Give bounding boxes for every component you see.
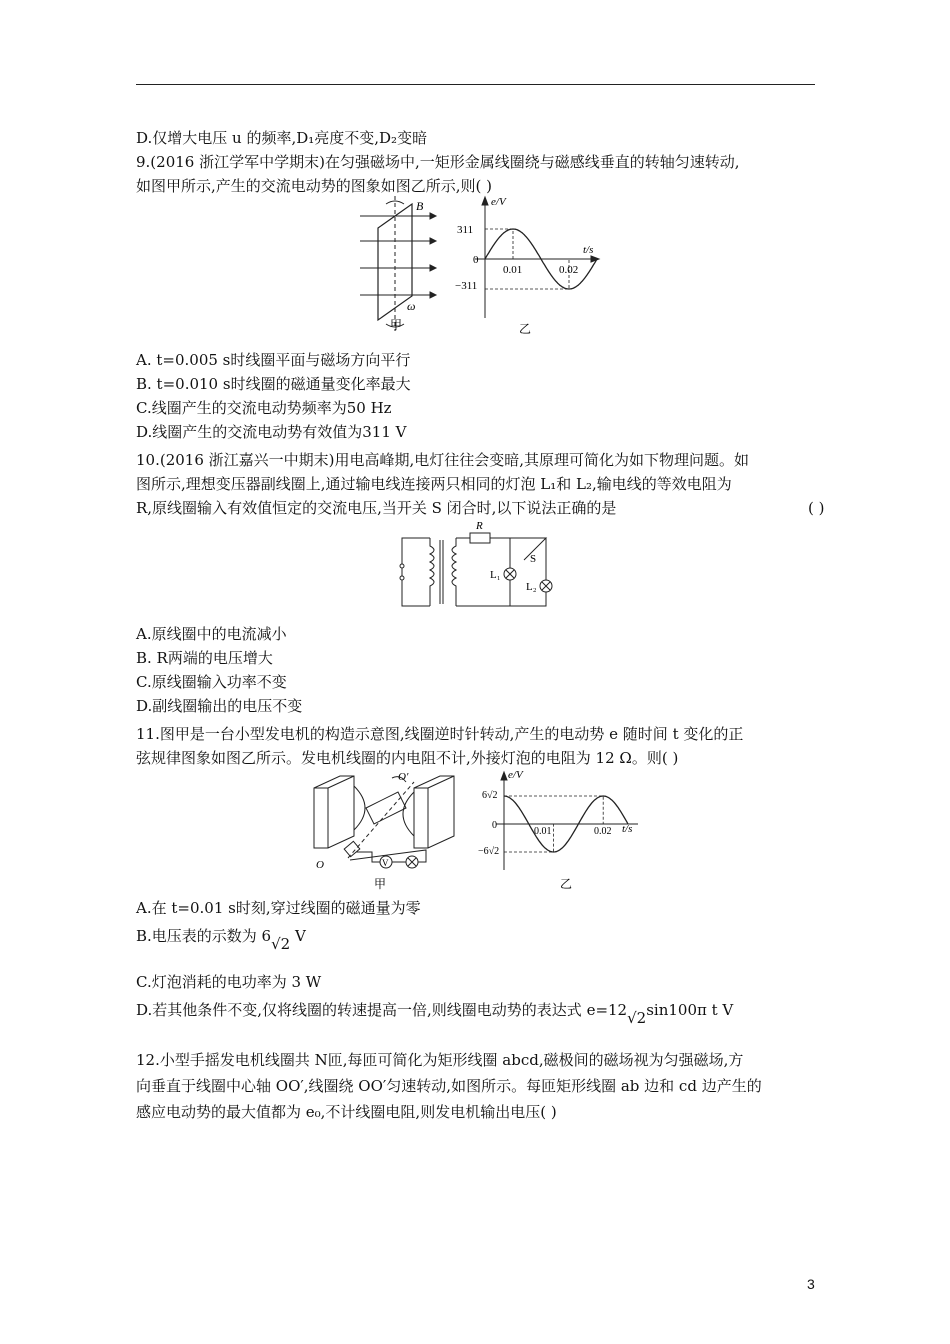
q11-label-o: O	[316, 859, 324, 871]
q12-stem-line-2: 向垂直于线圈中心轴 OO′,线圈绕 OO′匀速转动,如图所示。每匝矩形线圈 ab 边和 cd 边产生的	[136, 1077, 762, 1095]
q9-ytick-max: 311	[457, 224, 474, 236]
q11-option-d-text: D.若其他条件不变,仅将线圈的转速提高一倍,则线圈电动势的表达式 e=12	[136, 1001, 628, 1019]
q10-label-l1: L₁	[490, 569, 501, 581]
q11-y-label: e/V	[508, 770, 523, 781]
q12-stem-line-1: 12.小型手摇发电机线圈共 N匝,每匝可简化为矩形线圈 abcd,磁极间的磁场视为匀强磁场,方	[136, 1051, 744, 1069]
q11-xtick-2: 0.02	[594, 826, 612, 837]
q11-ytick-zero: 0	[492, 820, 497, 831]
q9-xtick-2: 0.02	[559, 264, 579, 276]
q9-guide-1	[485, 229, 513, 259]
q10-option-c: C.原线圈输入功率不变	[136, 673, 287, 691]
q9-x-label: t/s	[583, 244, 594, 256]
q9-guide-3	[485, 259, 569, 289]
q9-y-label: e/V	[491, 196, 506, 208]
q10-stem-line-2: 图所示,理想变压器副线圈上,通过输电线连接两只相同的灯泡 L₁和 L₂,输电线的等效电阻为	[136, 475, 732, 493]
q9-option-b: B. t=0.010 s时线圈的磁通量变化率最大	[136, 375, 411, 393]
q10-stem-line-1: 10.(2016 浙江嘉兴一中期末)用电高峰期,电灯往往会变暗,其原理可简化为如下物理问题。如	[136, 451, 750, 469]
q10-label-l2: L₂	[526, 581, 537, 593]
q10-label-r: R	[476, 520, 483, 532]
q9-stem-line-2: 如图甲所示,产生的交流电动势的图象如图乙所示,则( )	[136, 177, 493, 195]
header-rule	[136, 84, 815, 85]
q9-option-a: A. t=0.005 s时线圈平面与磁场方向平行	[136, 351, 411, 369]
q10-circuit-diagram	[392, 518, 562, 610]
q10-label-s: S	[530, 553, 537, 565]
q11-option-b	[136, 926, 306, 953]
q11-option-c: C.灯泡消耗的电功率为 3 W	[136, 973, 322, 991]
q10-option-d: D.副线圈输出的电压不变	[136, 697, 303, 715]
q10-option-a: A.原线圈中的电流减小	[136, 625, 287, 643]
q11-option-d-sqrt: √2	[627, 1009, 647, 1027]
q11-option-a: A.在 t=0.01 s时刻,穿过线圈的磁通量为零	[136, 899, 421, 917]
q11-voltmeter-label: V	[382, 858, 389, 868]
q11-option-d	[136, 1000, 734, 1027]
q11-guide-4	[504, 796, 603, 824]
q12-stem-line-3: 感应电动势的最大值都为 e₀,不计线圈电阻,则发电机输出电压( )	[136, 1103, 557, 1121]
page-number: 3	[807, 1276, 815, 1292]
q9-figure-jia	[350, 196, 440, 336]
q9-ytick-zero: 0	[473, 254, 479, 266]
q11-option-b-unit: V	[290, 927, 306, 945]
q10-option-b: B. R两端的电压增大	[136, 649, 273, 667]
q9-label-b: B	[416, 199, 424, 213]
q9-caption-yi: 乙	[519, 322, 532, 336]
q11-ytick-min: −6√2	[478, 846, 500, 857]
q9-ytick-min: −311	[455, 280, 478, 292]
q11-option-d-tail: sin100π t V	[646, 1001, 734, 1019]
q11-caption-jia: 甲	[374, 877, 387, 891]
q9-xtick-1: 0.01	[503, 264, 523, 276]
q10-stem-line-3: R,原线圈输入有效值恒定的交流电压,当开关 S 闭合时,以下说法正确的是	[136, 499, 617, 517]
q9-label-omega: ω	[407, 299, 416, 313]
q11-x-label: t/s	[622, 823, 633, 835]
q8-option-d: D.仅增大电压 u 的频率,D₁亮度不变,D₂变暗	[136, 129, 428, 147]
q9-option-c: C.线圈产生的交流电动势频率为50 Hz	[136, 399, 392, 417]
q9-caption-jia: 甲	[390, 318, 403, 332]
q11-caption-yi: 乙	[560, 877, 573, 891]
q11-stem-line-1: 11.图甲是一台小型发电机的构造示意图,线圈逆时针转动,产生的电动势 e 随时间 t 变化的正	[136, 725, 744, 743]
q10-answer-paren: ( )	[808, 499, 825, 517]
q9-stem-line-1: 9.(2016 浙江学军中学期末)在匀强磁场中,一矩形金属线圈绕与磁感线垂直的转轴匀速转动,	[136, 153, 740, 171]
q11-label-o-prime: O′	[398, 771, 409, 783]
q9-chart-yi	[455, 193, 605, 338]
q11-ytick-max: 6√2	[482, 790, 498, 801]
q11-xtick-1: 0.01	[534, 826, 552, 837]
q11-stem-line-2: 弦规律图象如图乙所示。发电机线圈的内电阻不计,外接灯泡的电阻为 12 Ω。则( )	[136, 749, 679, 767]
q11-option-b-sqrt: √2	[271, 935, 291, 953]
q11-figure-jia	[310, 770, 460, 892]
q9-option-d: D.线圈产生的交流电动势有效值为311 V	[136, 423, 407, 441]
q11-option-b-text: B.电压表的示数为 6	[136, 927, 272, 945]
q11-chart-yi	[478, 770, 648, 892]
